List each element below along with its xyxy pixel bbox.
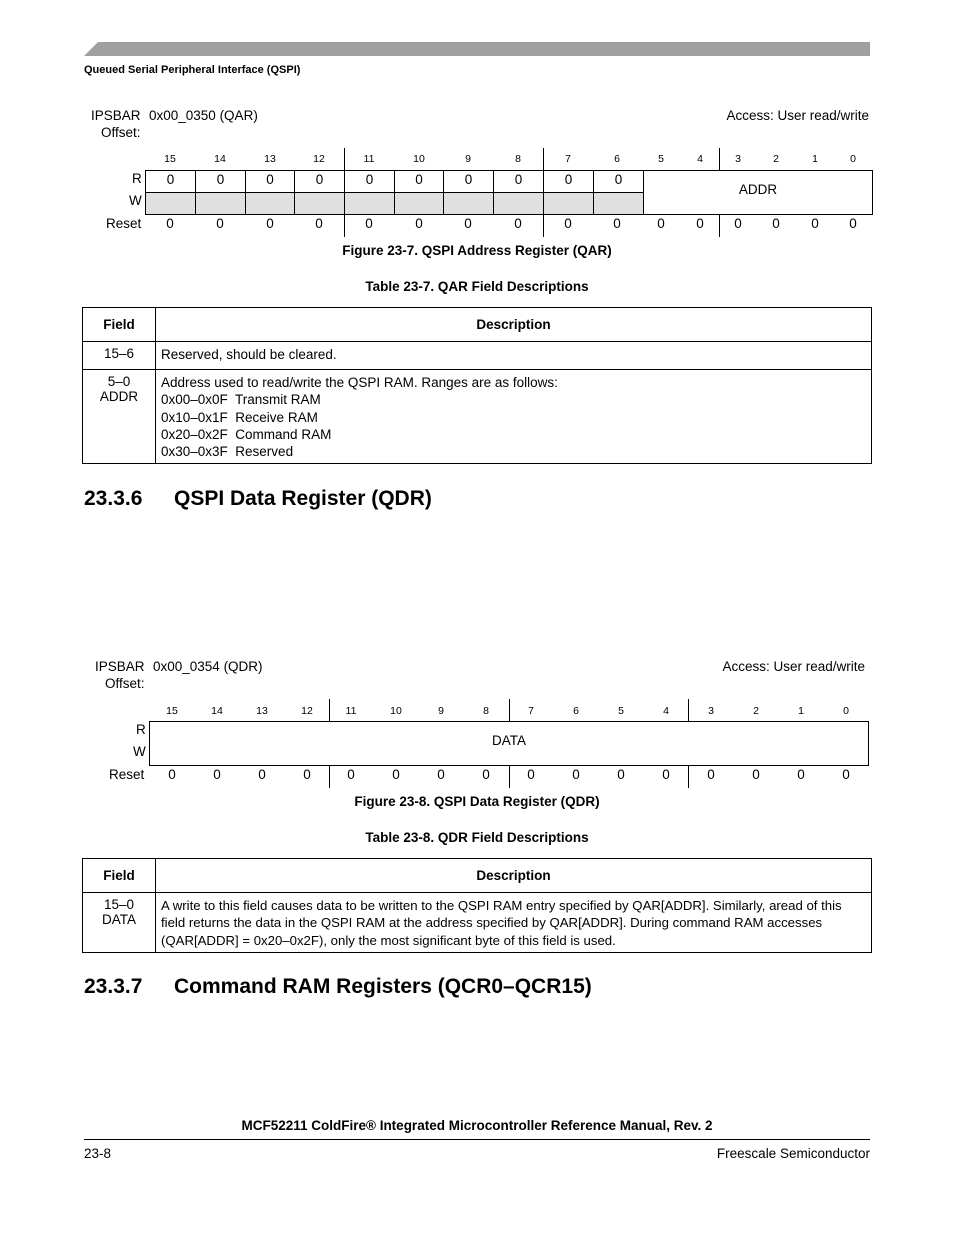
running-header: Queued Serial Peripheral Interface (QSPI) — [84, 64, 301, 76]
description-cell: Address used to read/write the QSPI RAM. Ranges are as follows: 0x00–0x0F Transmit RAM 0x10–0x1F Receive RAM 0x20–0x2F Command RAM 0x30–0x3F Reserved — [156, 370, 872, 464]
bit-number: 9 — [438, 705, 444, 717]
qar-field-table — [82, 307, 872, 464]
bit-number: 6 — [573, 705, 579, 717]
qdr-field-table — [82, 858, 872, 953]
qdr-reset-label: Reset — [109, 767, 145, 782]
section-title-qcr: Command RAM Registers (QCR0–QCR15) — [174, 975, 592, 998]
reset-value: 0 — [662, 767, 670, 782]
bit-number: 13 — [264, 153, 276, 165]
bit-number: 5 — [658, 153, 664, 165]
reset-value: 0 — [365, 216, 373, 231]
bit-number: 2 — [773, 153, 779, 165]
qar-register-box — [145, 170, 873, 215]
footer-rule — [84, 1139, 870, 1140]
qdr-nibble-divider — [688, 766, 689, 788]
qar-nibble-divider — [543, 148, 544, 170]
bit-number: 4 — [663, 705, 669, 717]
qar-address: 0x00_0350 (QAR) — [149, 108, 258, 123]
bit-number: 15 — [166, 705, 178, 717]
reset-value: 0 — [266, 216, 274, 231]
write-bit-cell — [395, 193, 444, 214]
read-bit-cell: 0 — [345, 171, 395, 192]
reset-value: 0 — [797, 767, 805, 782]
table-header-description: Description — [156, 859, 872, 893]
reset-value: 0 — [168, 767, 176, 782]
write-bit-cell — [494, 193, 544, 214]
qar-w-label: W — [129, 193, 142, 208]
reset-value: 0 — [482, 767, 490, 782]
qar-figure-caption: Figure 23-7. QSPI Address Register (QAR) — [342, 243, 612, 258]
qdr-ipsbar-label: IPSBAR — [95, 659, 145, 674]
read-bit-cell: 0 — [594, 171, 644, 192]
qar-nibble-divider — [344, 215, 345, 237]
reset-value: 0 — [657, 216, 665, 231]
reset-value: 0 — [752, 767, 760, 782]
write-bit-cell — [345, 193, 395, 214]
qdr-nibble-divider — [509, 699, 510, 721]
write-bit-cell — [246, 193, 295, 214]
header-bar — [84, 42, 870, 56]
qar-access: Access: User read/write — [726, 108, 869, 123]
bit-number: 0 — [843, 705, 849, 717]
footer-company: Freescale Semiconductor — [716, 1146, 870, 1161]
bit-number: 11 — [363, 153, 375, 165]
qdr-nibble-divider — [688, 699, 689, 721]
read-bit-cell: 0 — [295, 171, 345, 192]
write-bit-cell — [444, 193, 494, 214]
qar-table-caption: Table 23-7. QAR Field Descriptions — [365, 279, 589, 294]
bit-number: 3 — [708, 705, 714, 717]
reset-value: 0 — [617, 767, 625, 782]
description-cell: Reserved, should be cleared. — [156, 342, 872, 370]
bit-number: 6 — [614, 153, 620, 165]
reset-value: 0 — [303, 767, 311, 782]
reset-value: 0 — [166, 216, 174, 231]
qar-ipsbar-label: IPSBAR — [91, 108, 141, 123]
table-row — [83, 370, 872, 464]
bit-number: 13 — [256, 705, 268, 717]
bit-number: 2 — [753, 705, 759, 717]
qdr-w-label: W — [133, 744, 146, 759]
qar-field-addr: ADDR — [738, 182, 778, 197]
write-bit-cell — [594, 193, 644, 214]
read-bit-cell: 0 — [444, 171, 494, 192]
bit-number: 7 — [528, 705, 534, 717]
qdr-address: 0x00_0354 (QDR) — [153, 659, 263, 674]
reset-value: 0 — [707, 767, 715, 782]
reset-value: 0 — [437, 767, 445, 782]
bit-number: 8 — [515, 153, 521, 165]
qdr-nibble-divider — [509, 766, 510, 788]
reset-value: 0 — [734, 216, 742, 231]
bit-number: 15 — [164, 153, 176, 165]
read-bit-cell: 0 — [246, 171, 295, 192]
qdr-r-label: R — [136, 722, 146, 737]
reset-value: 0 — [213, 767, 221, 782]
bit-number: 14 — [211, 705, 223, 717]
reset-value: 0 — [772, 216, 780, 231]
bit-number: 11 — [345, 705, 357, 717]
bit-number: 14 — [214, 153, 226, 165]
table-row — [83, 893, 872, 953]
reset-value: 0 — [514, 216, 522, 231]
qar-offset-label: Offset: — [101, 125, 141, 140]
qdr-figure-caption: Figure 23-8. QSPI Data Register (QDR) — [354, 794, 600, 809]
footer-page-number: 23-8 — [84, 1146, 112, 1161]
qdr-field-data: DATA — [491, 733, 526, 748]
table-header-field: Field — [83, 308, 156, 342]
reset-value: 0 — [347, 767, 355, 782]
field-cell: 5–0 ADDR — [83, 370, 156, 464]
reset-value: 0 — [849, 216, 857, 231]
table-row — [83, 342, 872, 370]
reset-value: 0 — [216, 216, 224, 231]
bit-number: 4 — [697, 153, 703, 165]
reset-value: 0 — [527, 767, 535, 782]
field-cell: 15–6 — [83, 342, 156, 370]
write-bit-cell — [544, 193, 594, 214]
bit-number: 12 — [301, 705, 313, 717]
qar-nibble-divider — [719, 148, 720, 170]
reset-value: 0 — [564, 216, 572, 231]
qdr-access: Access: User read/write — [722, 659, 865, 674]
description-cell: A write to this field causes data to be written to the QSPI RAM entry specified by QAR[ADDR]. Similarly, aread of this field returns the data in the QSPI RAM at the address specified by QAR[ADDR]. During command RAM accesses (QAR[ADDR] = 0x20–0x2F), only the most significant byte of this field is used. — [156, 893, 872, 953]
qar-nibble-divider — [543, 215, 544, 237]
qdr-table-caption: Table 23-8. QDR Field Descriptions — [365, 830, 589, 845]
read-bit-cell: 0 — [544, 171, 594, 192]
bit-number: 0 — [850, 153, 856, 165]
table-header-field: Field — [83, 859, 156, 893]
reset-value: 0 — [842, 767, 850, 782]
read-bit-cell: 0 — [196, 171, 246, 192]
bit-number: 7 — [565, 153, 571, 165]
qar-nibble-divider — [719, 215, 720, 237]
read-bit-cell: 0 — [494, 171, 544, 192]
bit-number: 12 — [313, 153, 325, 165]
section-number-qcr: 23.3.7 — [84, 975, 143, 998]
qdr-nibble-divider — [329, 699, 330, 721]
qar-rw-divider — [146, 192, 644, 193]
reset-value: 0 — [811, 216, 819, 231]
reset-value: 0 — [464, 216, 472, 231]
section-title-qdr: QSPI Data Register (QDR) — [174, 487, 432, 510]
bit-number: 10 — [413, 153, 425, 165]
read-bit-cell: 0 — [146, 171, 196, 192]
footer-manual-title: MCF52211 ColdFire® Integrated Microcontroller Reference Manual, Rev. 2 — [241, 1118, 713, 1133]
bit-number: 3 — [735, 153, 741, 165]
qar-r-label: R — [132, 171, 142, 186]
bit-number: 5 — [618, 705, 624, 717]
qar-reset-label: Reset — [106, 216, 142, 231]
reset-value: 0 — [315, 216, 323, 231]
qdr-nibble-divider — [329, 766, 330, 788]
bit-number: 1 — [812, 153, 818, 165]
write-bit-cell — [295, 193, 345, 214]
reset-value: 0 — [613, 216, 621, 231]
reset-value: 0 — [415, 216, 423, 231]
reset-value: 0 — [696, 216, 704, 231]
qar-nibble-divider — [344, 148, 345, 170]
reset-value: 0 — [572, 767, 580, 782]
write-bit-cell — [196, 193, 246, 214]
table-header-description: Description — [156, 308, 872, 342]
section-number-qdr: 23.3.6 — [84, 487, 143, 510]
bit-number: 8 — [483, 705, 489, 717]
write-bit-cell — [146, 193, 196, 214]
field-cell: 15–0 DATA — [83, 893, 156, 953]
bit-number: 10 — [390, 705, 402, 717]
bit-number: 1 — [798, 705, 804, 717]
read-bit-cell: 0 — [395, 171, 444, 192]
qdr-register-box — [149, 721, 869, 766]
reset-value: 0 — [392, 767, 400, 782]
qdr-offset-label: Offset: — [105, 676, 145, 691]
bit-number: 9 — [465, 153, 471, 165]
reset-value: 0 — [258, 767, 266, 782]
